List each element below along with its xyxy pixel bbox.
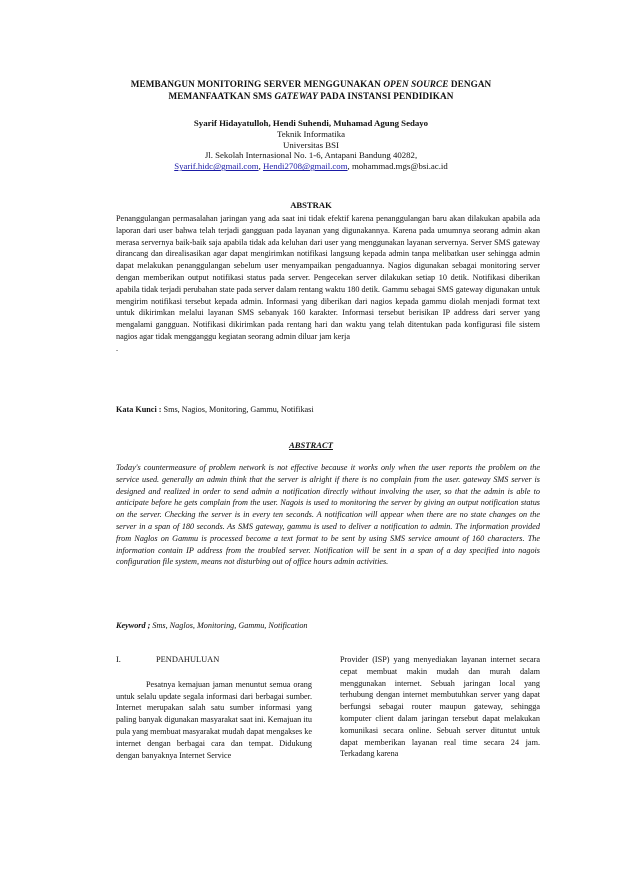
left-column-text: Pesatnya kemajuan jaman menuntut semua orang untuk selalu update segala informasi dari berbagai sumber. Internet merupakan salah satu sumber informasi yang paling banyak digunakan masyarakat saat ini. Kemajuan itu pula yang membuat masyarakat mudah dapat mengakses ke internet dengan berbagai cara dan tempat. Didukung dengan banyaknya Internet Service xyxy=(116,679,312,760)
abstract-text: Today's countermeasure of problem network is not effective because it works only when the user reports the problem on the service used. generally an admin think that the server is alright if there is no complain from the user. gateway SMS server is designed and realized in order to send admin a notification directly without involving the user, so that the admin is able to anticipate before he gets complain from the user. Nagois is used to monitoring the server by giving an output notification status on the server. Checking the server is in every ten seconds. A notification will appear when there are no state changes on the server in a span of 180 seconds. As SMS gateway, gammu is used to deliver a notification to admin. The information provided from Naglos on Gammu is processed become a text format to be sent by using SMS service amount of 160 characters. The information contain IP address from the troubled server. Notification will be sent in a span of a day specified into nagois configuration file system, means not disturbing out of office hours admin activities. xyxy=(116,463,540,567)
abstrak-text: Penanggulangan permasalahan jaringan yang ada saat ini tidak efektif karena penanggulangan baru akan dilakukan apabila ada laporan dari user bahwa telah terjadi gangguan pada layanan yang digunakannya. Karena pada umumnya seorang admin akan merasa servernya baik-baik saja apabila tidak ada keluhan dari user yang menggunakan layanan servernya. Server SMS gateway dirancang dan direalisasikan agar dapat mengirimkan notifikasi langsung kepada admin tanpa melibatkan user sehingga admin dapat melakukan penanggulangan sebelum user menyampaikan pengaduannya. Nagios digunakan sebagai monitoring server dengan memberikan output notifikasi status pada server. Pengecekan server dilakukan setiap 10 detik. Notifikasi diberikan apabila tidak terjadi perubahan state pada server dalam rentang waktu 180 detik. Gammu sebagai SMS gateway digunakan untuk mengirim notifikasi tersebut kepada admin. Informasi yang diberikan dari nagios kepada gammu diolah menjadi format text untuk dikirimkan melalui layanan SMS sebanyak 160 karakter. Informasi tersebut berisikan IP address dari server yang mengalami gangguan. Notifikasi dikirimkan pada rentang hari dan waktu yang telah ditentukan pada konfigurasi file sistem nagios agar tidak mengganggu kegiatan seorang admin diluar jam kerja . xyxy=(116,214,540,353)
email-link-1[interactable]: Syarif.hidc@gmail.com xyxy=(174,161,259,172)
author-department: Teknik Informatika xyxy=(276,128,346,139)
right-column xyxy=(340,654,540,760)
author-names: Syarif Hidayatulloh, Hendi Suhendi, Muhamad Agung Sedayo xyxy=(193,118,429,128)
abstrak-dot: . xyxy=(116,343,119,353)
left-column xyxy=(116,654,312,761)
author-block xyxy=(80,118,542,172)
keyword-line: Keyword ; Sms, Naglos, Monitoring, Gammu, Notification xyxy=(116,621,308,630)
author-address: Jl. Sekolah Internasional No. 1-6, Antapani Bandung 40282, xyxy=(204,150,418,161)
kata-kunci: Kata Kunci : Sms, Nagios, Monitoring, Gammu, Notifikasi xyxy=(116,405,314,414)
section-heading xyxy=(116,654,312,666)
abstract-heading: ABSTRACT xyxy=(289,440,333,450)
title-line-1: MEMBANGUN MONITORING SERVER MENGGUNAKAN OPEN SOURCE DENGAN xyxy=(130,79,492,89)
author-university: Universitas BSI xyxy=(283,139,339,150)
author-emails: Syarif.hidc@gmail.com, Hendi2708@gmail.com, mohammad.mgs@bsi.ac.id xyxy=(174,161,448,172)
email-link-2[interactable]: Hendi2708@gmail.com xyxy=(262,161,348,172)
section-number: I. xyxy=(116,655,121,664)
paper-title xyxy=(80,78,542,102)
email-3: , mohammad.mgs@bsi.ac.id xyxy=(347,161,448,172)
right-column-text: Provider (ISP) yang menyediakan layanan internet secara cepat membuat makin mudah dan murah dalam menggunakan internet. Sebuah jaringan local yang terhubung dengan internet membutuhkan server yang dapat berfungsi sebagai router maupun gateway, sehingga komputer client dalam jaringan tersebut dapat melakukan komunikasi secara online. Sebuah server dituntut untuk dapat memberikan layanan real time secara 24 jam. Terkadang karena xyxy=(340,655,540,759)
abstrak-heading: ABSTRAK xyxy=(290,200,332,210)
title-line-2: MEMANFAATKAN SMS GATEWAY PADA INSTANSI PENDIDIKAN xyxy=(168,91,454,101)
section-title: PENDAHULUAN xyxy=(156,655,220,664)
